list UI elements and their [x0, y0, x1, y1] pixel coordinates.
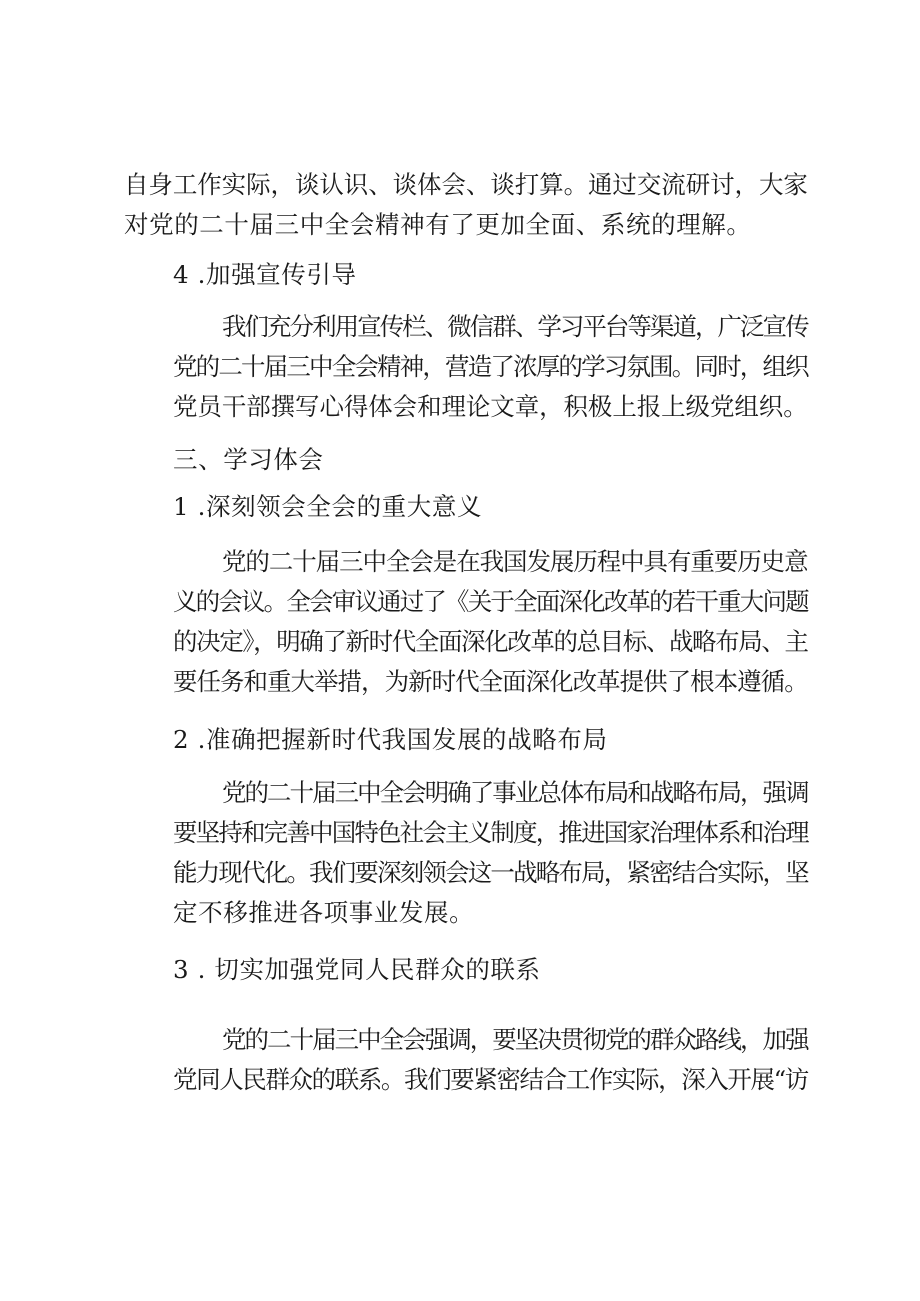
- heading-people-connection: 3 . 切实加强党同人民群众的联系: [173, 955, 541, 984]
- paragraph-publicity: [124, 307, 808, 427]
- heading-strengthen-publicity: 4 .加强宣传引导: [173, 260, 357, 289]
- text-line: 党的二十届三中全会精神，营造了浓厚的学习氛围。同时，组织: [173, 352, 808, 381]
- text-line: 党同人民群众的联系。我们要紧密结合工作实际，深入开展“访: [173, 1065, 808, 1094]
- paragraph-exchange-discussion: [124, 165, 808, 245]
- text-line: 党的二十届三中全会明确了事业总体布局和战略布局，强调: [222, 778, 808, 807]
- heading-learning-experience: 三、学习体会: [173, 445, 324, 474]
- text-line: 党的二十届三中全会是在我国发展历程中具有重要历史意: [222, 547, 808, 576]
- text-line: 自身工作实际，谈认识、谈体会、谈打算。通过交流研讨，大家: [124, 170, 808, 199]
- text-line: 我们充分利用宣传栏、微信群、学习平台等渠道，广泛宣传: [222, 312, 808, 341]
- heading-significance: 1 .深刻领会全会的重大意义: [173, 492, 483, 521]
- text-line: 党员干部撰写心得体会和理论文章，积极上报上级党组织。: [173, 392, 808, 421]
- text-line: 义的会议。全会审议通过了《关于全面深化改革的若干重大问题: [173, 587, 808, 616]
- heading-strategic-layout: 2 .准确把握新时代我国发展的战略布局: [173, 725, 608, 754]
- text-line: 定不移推进各项事业发展。: [173, 898, 475, 927]
- text-line: 要任务和重大举措，为新时代全面深化改革提供了根本遵循。: [173, 667, 808, 696]
- text-line: 对党的二十届三中全会精神有了更加全面、系统的理解。: [124, 210, 752, 239]
- text-line: 能力现代化。我们要深刻领会这一战略布局，紧密结合实际，坚: [173, 858, 808, 887]
- text-line: 党的二十届三中全会强调，要坚决贯彻党的群众路线，加强: [222, 1025, 808, 1054]
- text-line: 的决定》，明确了新时代全面深化改革的总目标、战略布局、主: [173, 627, 808, 656]
- paragraph-people-connection: [124, 1020, 808, 1100]
- text-line: 要坚持和完善中国特色社会主义制度，推进国家治理体系和治理: [173, 818, 808, 847]
- paragraph-significance: [124, 542, 808, 702]
- paragraph-strategic-layout: [124, 773, 808, 933]
